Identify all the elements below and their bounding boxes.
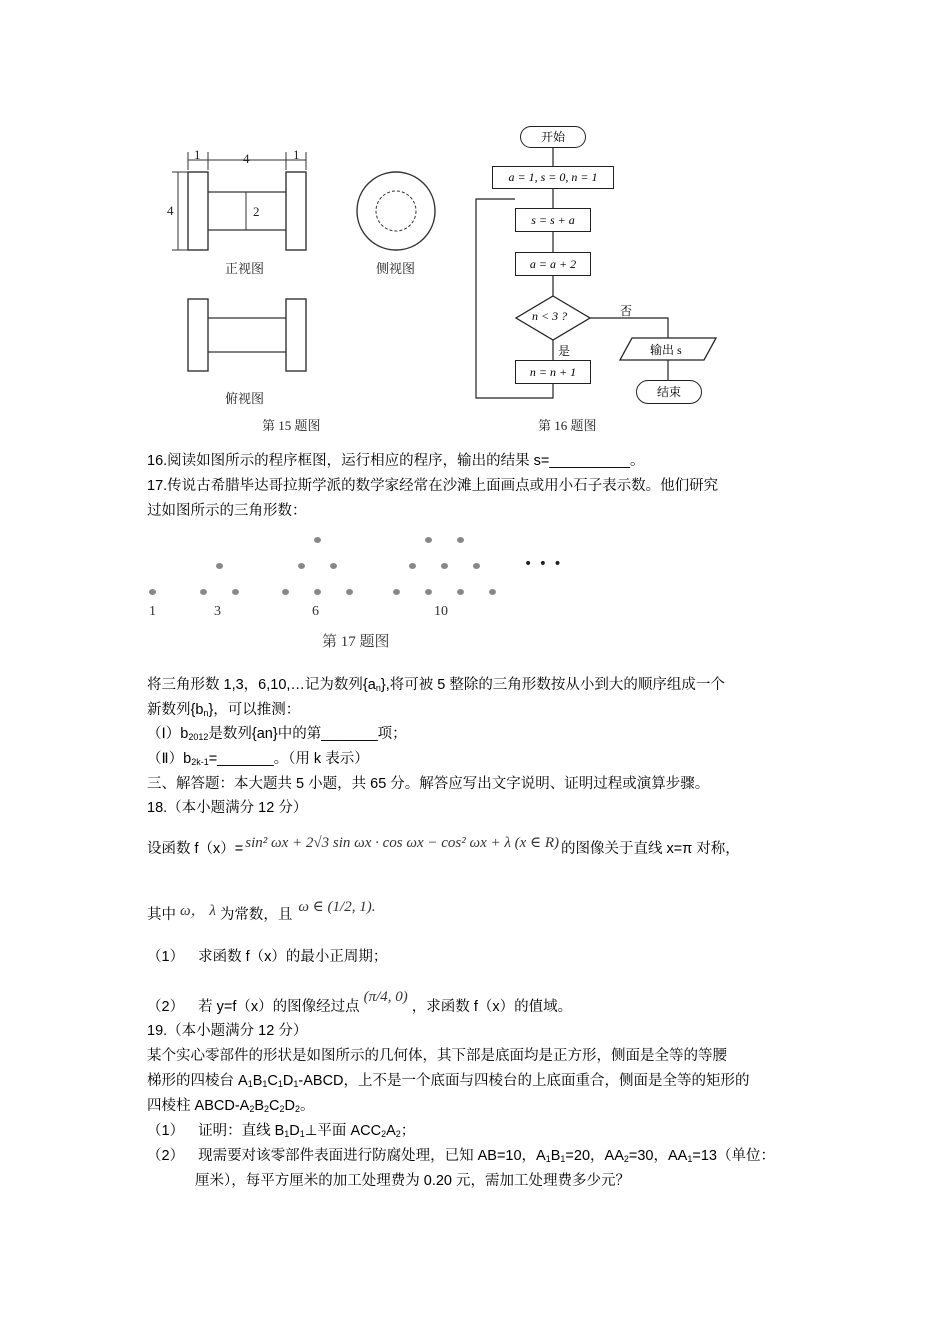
flow-start: 开始	[520, 126, 586, 148]
dot	[298, 563, 305, 569]
triangle-number: 10	[434, 604, 448, 619]
dim-top-mid: 4	[243, 151, 250, 166]
question-17-part-2: $(Ⅱ)b_{2k-1}=\_\_\_\_\_\_\_$。（用 k 表示）	[147, 751, 369, 767]
question-18-part-1: （1） 求函数 f（x）的最小正周期；	[147, 949, 388, 965]
dot	[457, 589, 464, 595]
question-18-part-2: （2） 若 y=f（x）的图像经过点(π/4, 0)，求函数 f（x）的值域。	[147, 989, 573, 1015]
question-17-line-1: 17.传说古希腊毕达哥拉斯学派的数学家经常在沙滩上面画点或用小石子表示数。他们研究	[147, 478, 719, 494]
flow-step-s: s = s + a	[515, 208, 591, 232]
dot	[457, 537, 464, 543]
dot	[314, 589, 321, 595]
omega-range: ω ∈ (1/2, 1).	[298, 899, 376, 915]
dot	[409, 563, 416, 569]
dim-top-left: 1	[194, 147, 201, 162]
question-17-line-4: 新数列$\{b_n\}$，可以推测：	[147, 702, 301, 718]
flow-end: 结束	[636, 380, 702, 404]
side-view-label: 侧视图	[376, 261, 416, 276]
function-formula: sin² ωx + 2√3 sin ωx · cos ωx − cos² ωx + λ (x ∈ R)	[245, 835, 560, 851]
dot	[346, 589, 353, 595]
question-19-part-2: （2） 现需要对该零部件表面进行防腐处理，已知 AB=10，$A_1B_1=20$，$AA_2=30$，$AA_1=13$（单位：	[147, 1148, 775, 1164]
question-19-part-1: （1） 证明：直线 $B_1D_1\perp$平面 $ACC_2A_2$；	[147, 1123, 416, 1139]
flow-no-label: 否	[620, 304, 633, 318]
dot	[282, 589, 289, 595]
question-19-part-2-cont: 厘米），每平方厘米的加工处理费为 0.20 元，需加工处理费多少元？	[195, 1173, 631, 1189]
question-18-line-2: 其中 ω， λ 为常数，且 ω ∈ (1/2, 1).	[147, 899, 376, 923]
flow-output: 输出 s	[650, 343, 682, 357]
dim-height: 4	[167, 203, 174, 218]
flow-yes-label: 是	[558, 344, 571, 358]
dot	[232, 589, 239, 595]
dot	[149, 589, 156, 595]
question-18-line-1: 设函数 f（x）= sin² ωx + 2√3 sin ωx · cos ωx − cos² ωx + λ (x ∈ R) 的图像关于直线 x=π 对称，	[147, 835, 740, 857]
question-17-line-3: 将三角形数 1,3，6,10,…记为数列$\{a_n\}$,将可被 5 整除的三角形数按从小到大的顺序组成一个	[147, 677, 725, 693]
question-18-heading: 18.（本小题满分 12 分）	[147, 800, 308, 816]
front-view-label: 正视图	[225, 261, 265, 276]
question-19-line-2: 梯形的四棱台 $A_1B_1C_1D_1$-ABCD，上不是一个底面与四棱台的上底面重合，侧面是全等的矩形的	[147, 1073, 750, 1089]
question-17-line-2: 过如图所示的三角形数：	[147, 503, 307, 519]
dim-inner: 2	[253, 204, 260, 219]
dot	[314, 537, 321, 543]
top-view-label: 俯视图	[225, 391, 265, 406]
section-3-heading: 三、解答题：本大题共 5 小题，共 65 分。解答应写出文字说明、证明过程或演算步骤。	[147, 776, 710, 792]
dot	[425, 537, 432, 543]
question-16: 16.阅读如图所示的程序框图，运行相应的程序，输出的结果 s=__________。	[147, 453, 645, 469]
constants-omega-lambda: ω， λ	[180, 903, 216, 919]
triangle-number: 6	[312, 604, 319, 619]
question-19-line-3: 四棱柱 ABCD-$A_2B_2C_2D_2$。	[147, 1098, 315, 1114]
question-19-heading: 19.（本小题满分 12 分）	[147, 1023, 308, 1039]
dot	[489, 589, 496, 595]
dot	[330, 563, 337, 569]
dot	[441, 563, 448, 569]
question-17-part-1: $(Ⅰ)b_{2012}$是数列{an}中的第_______项；	[147, 726, 407, 742]
flow-step-a: a = a + 2	[515, 252, 591, 276]
dot	[200, 589, 207, 595]
triangle-number: 3	[214, 604, 221, 619]
ellipsis: • • •	[524, 556, 563, 572]
figure-16-caption: 第 16 题图	[538, 418, 597, 433]
dot	[425, 589, 432, 595]
flowchart-connectors	[0, 0, 950, 440]
flow-init: a = 1, s = 0, n = 1	[492, 166, 614, 189]
figure-17-caption: 第 17 题图	[322, 634, 390, 650]
dot	[216, 563, 223, 569]
flow-increment: n = n + 1	[515, 360, 591, 384]
figure-15-caption: 第 15 题图	[262, 418, 321, 433]
dot	[473, 563, 480, 569]
dim-top-right: 1	[293, 147, 300, 162]
point-pi-over-4: (π/4, 0)	[363, 989, 408, 1005]
triangle-number: 1	[149, 604, 156, 619]
flow-condition: n < 3 ?	[532, 309, 568, 323]
question-19-line-1: 某个实心零部件的形状是如图所示的几何体，其下部是底面均是正方形，侧面是全等的等腰	[147, 1048, 727, 1064]
dot	[393, 589, 400, 595]
